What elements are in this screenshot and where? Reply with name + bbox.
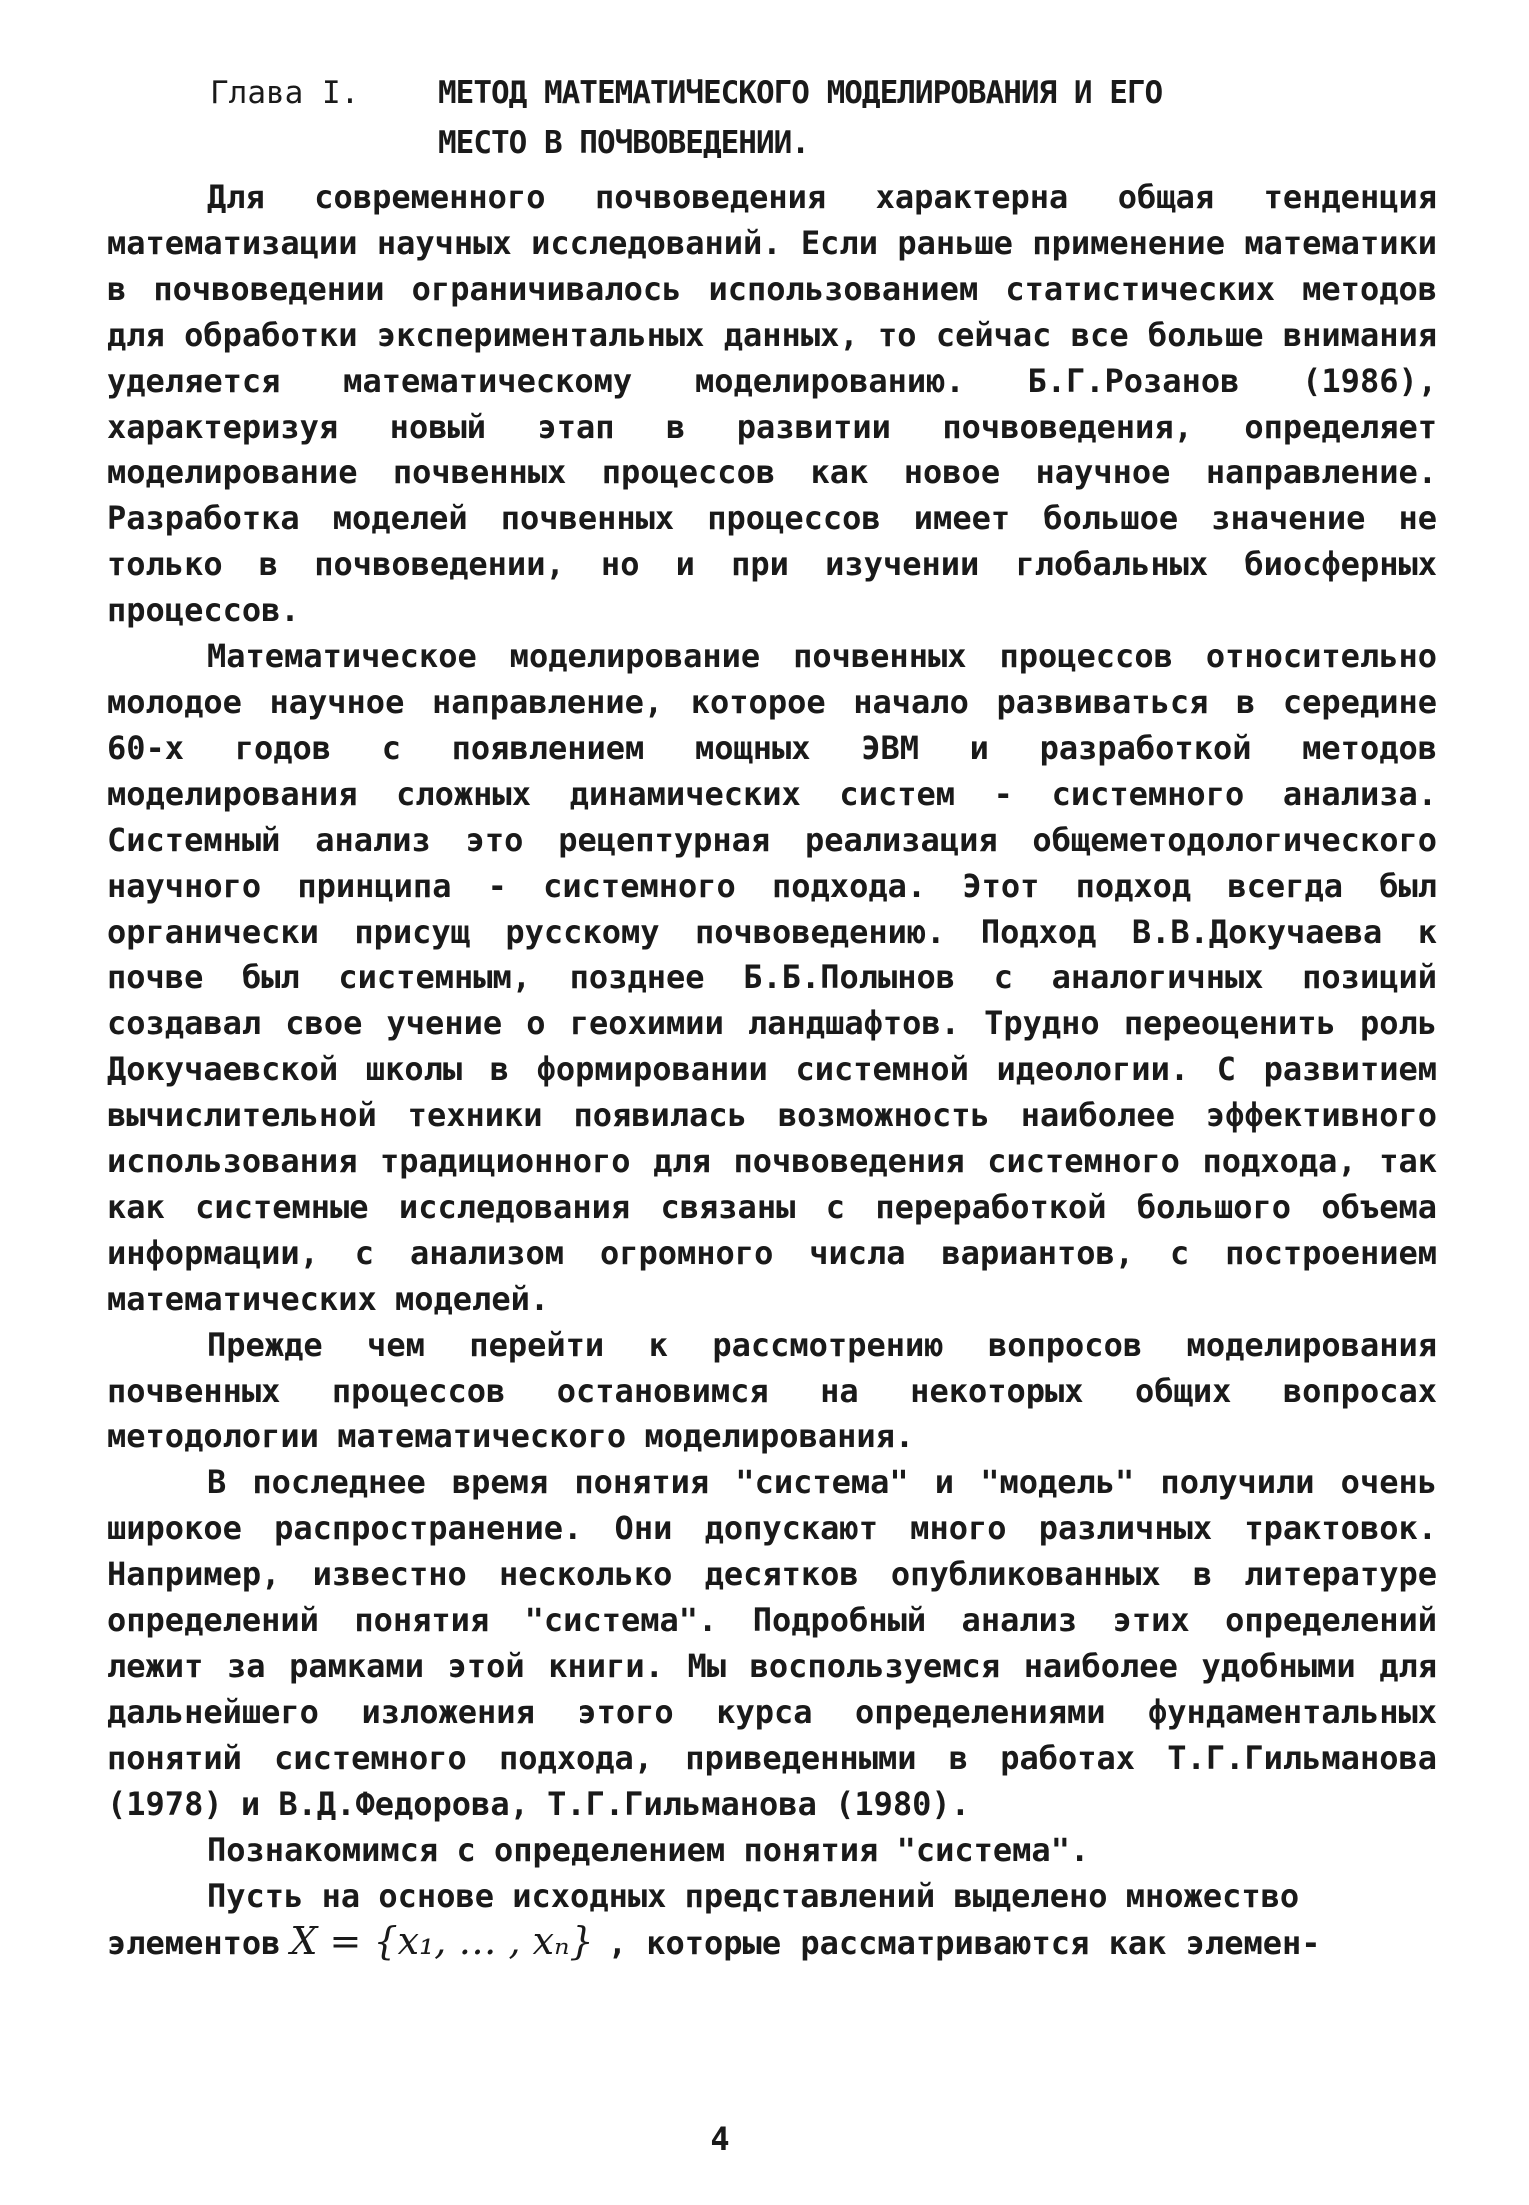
paragraph-3: Прежде чем перейти к рассмотрению вопросов моделирования почвенных процессов остановимся на некоторых общих вопросах методологии математического моделирования. bbox=[107, 1325, 1437, 1456]
chapter-title-line-2: МЕСТО В ПОЧВОВЕДЕНИИ. bbox=[438, 125, 809, 161]
body-text bbox=[107, 175, 1437, 1967]
chapter-title bbox=[438, 68, 1338, 168]
paragraph-2: Математическое моделирование почвенных процессов относительно молодое научное направление, которое начало развиваться в середине 60-х годов с появлением мощных ЭВМ и разработкой методов моделирования сложных динамических систем - системного анализа. Системный анализ это рецептурная реализация общеметодологического научного принципа - системного подхода. Этот подход всегда был органически присущ русскому почвоведению. Подход В.В.Докучаева к почве был системным, позднее Б.Б.Полынов с аналогичных позиций создавал свое учение о геохимии ландшафтов. Трудно переоценить роль Докучаевской школы в формировании системной идеологии. С развитием вычислительной техники появилась возможность наиболее эффективного использования традиционного для почвоведения системного подхода, так как системные исследования связаны с переработкой большого объема информации, с анализом огромного числа вариантов, с построением математических моделей. bbox=[107, 637, 1437, 1318]
page-number: 4 bbox=[710, 2120, 730, 2158]
paragraph-5: Познакомимся с определением понятия "система". bbox=[207, 1830, 1090, 1869]
paragraph-6: Пусть на основе исходных представлений выделено множество bbox=[207, 1876, 1300, 1915]
formula-line-suffix: , которые рассматриваются как элемен- bbox=[607, 1924, 1321, 1963]
chapter-heading bbox=[210, 68, 1360, 168]
set-formula: X = {x₁, … , xₙ} bbox=[290, 1919, 594, 1964]
paragraph-1: Для современного почвоведения характерна общая тенденция математизации научных исследований. Если раньше применение математики в почвоведении ограничивалось использованием статистических методов для обработки экспериментальных данных, то сейчас все больше внимания уделяется математическому моделированию. Б.Г.Розанов (1986), характеризуя новый этап в развитии почвоведения, определяет моделирование почвенных процессов как новое научное направление. Разработка моделей почвенных процессов имеет большое значение не только в почвоведении, но и при изучении глобальных биосферных процессов. bbox=[107, 178, 1437, 630]
chapter-title-line-1: МЕТОД МАТЕМАТИЧЕСКОГО МОДЕЛИРОВАНИЯ И ЕГО bbox=[438, 75, 1163, 111]
formula-line-prefix: элементов bbox=[107, 1924, 281, 1963]
formula-line bbox=[107, 1919, 1437, 1967]
paragraph-4: В последнее время понятия "система" и "модель" получили очень широкое распространение. Они допускают много различных трактовок. Например, известно несколько десятков опубликованных в литературе определений понятия "система". Подробный анализ этих определений лежит за рамками этой книги. Мы воспользуемся наиболее удобными для дальнейшего изложения этого курса определениями фундаментальных понятий системного подхода, приведенными в работах Т.Г.Гильманова (1978) и В.Д.Федорова, Т.Г.Гильманова (1980). bbox=[107, 1463, 1437, 1823]
chapter-label: Глава I. bbox=[210, 75, 360, 111]
